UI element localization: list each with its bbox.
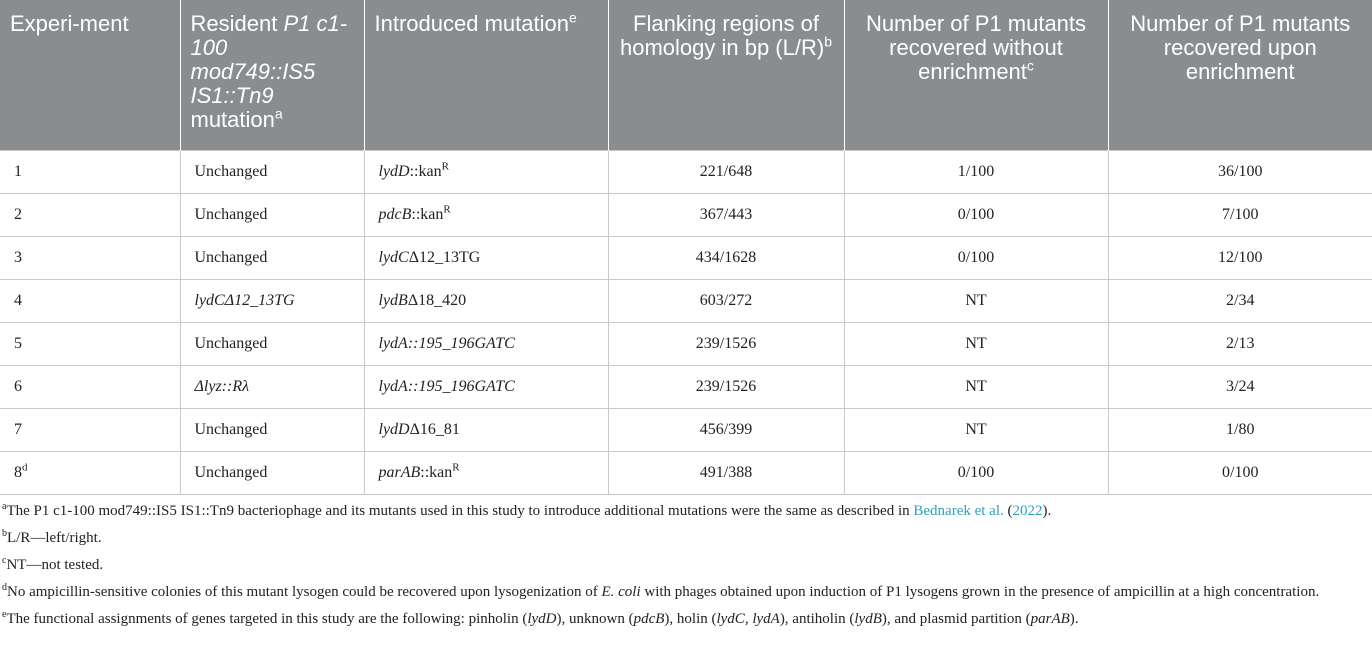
introduced-mutation-cell: parAB::kan$^R$: [364, 451, 608, 494]
introduced-mutation-cell: lydA::195_196GATC: [364, 322, 608, 365]
introduced-mutation-cell: lydDΔ16_81: [364, 408, 608, 451]
upon-enrichment-cell: 12/100: [1108, 236, 1372, 279]
experiment-cell: 5: [0, 322, 180, 365]
flanking-cell: 603/272: [608, 279, 844, 322]
header-resident-mutation: Resident P1 c1-100 mod749::IS5 IS1::Tn9 mutation$^a$: [180, 0, 364, 150]
header-experiment: Experi-ment: [0, 0, 180, 150]
upon-enrichment-cell: 2/34: [1108, 279, 1372, 322]
introduced-mutation-cell: lydCΔ12_13TG: [364, 236, 608, 279]
without-enrichment-cell: 0/100: [844, 193, 1108, 236]
without-enrichment-cell: NT: [844, 322, 1108, 365]
footnote-c: $^c$NT—not tested.: [2, 554, 104, 573]
experiment-cell: 1: [0, 150, 180, 193]
citation-year-link[interactable]: 2022: [1012, 502, 1043, 519]
flanking-cell: 456/399: [608, 408, 844, 451]
resident-mutation-cell: Δlyz::Rλ: [180, 365, 364, 408]
header-row: [0, 0, 1372, 150]
introduced-mutation-cell: lydD::kan$^R$: [364, 150, 608, 193]
upon-enrichment-cell: 0/100: [1108, 451, 1372, 494]
table-row: [0, 279, 1372, 322]
resident-mutation-cell: Unchanged: [180, 451, 364, 494]
experiment-cell: 8$^d$: [0, 451, 180, 494]
footnotes: [0, 495, 1372, 630]
header-without-enrichment: Number of P1 mutants recovered without enrichment$^c$: [844, 0, 1108, 150]
resident-mutation-cell: Unchanged: [180, 193, 364, 236]
experiment-cell: 7: [0, 408, 180, 451]
table-row: [0, 408, 1372, 451]
experiment-cell: 3: [0, 236, 180, 279]
experiment-cell: 2: [0, 193, 180, 236]
flanking-cell: 239/1526: [608, 322, 844, 365]
upon-enrichment-cell: 2/13: [1108, 322, 1372, 365]
footnote-d: $^d$No ampicillin-sensitive colonies of this mutant lysogen could be recovered upon lysogenization of E. coli with phages obtained upon induction of P1 lysogens grown in the presence of ampicillin at a high concentration.: [2, 581, 1320, 600]
flanking-cell: 367/443: [608, 193, 844, 236]
flanking-cell: 239/1526: [608, 365, 844, 408]
header-flanking-regions: Flanking regions of homology in bp $(L/R)^b$: [608, 0, 844, 150]
footnote-e: $^e$The functional assignments of genes targeted in this study are the following: pinholin (lydD), unknown (pdcB), holin (lydC, lydA), antiholin (lydB), and plasmid partition (parAB).: [2, 608, 1079, 627]
without-enrichment-cell: NT: [844, 365, 1108, 408]
citation-link[interactable]: Bednarek et al.: [913, 502, 1004, 519]
upon-enrichment-cell: 7/100: [1108, 193, 1372, 236]
upon-enrichment-cell: 1/80: [1108, 408, 1372, 451]
without-enrichment-cell: 0/100: [844, 236, 1108, 279]
introduced-mutation-cell: lydA::195_196GATC: [364, 365, 608, 408]
experiment-cell: 6: [0, 365, 180, 408]
header-upon-enrichment: Number of P1 mutants recovered upon enrichment: [1108, 0, 1372, 150]
resident-mutation-cell: Unchanged: [180, 322, 364, 365]
without-enrichment-cell: NT: [844, 279, 1108, 322]
resident-mutation-cell: Unchanged: [180, 150, 364, 193]
table-row: [0, 322, 1372, 365]
footnote-a: $^a$The P1 c1-100 mod749::IS5 IS1::Tn9 bacteriophage and its mutants used in this study to introduce additional mutations were the same as described in Bednarek et al. (2022).: [2, 500, 1052, 519]
without-enrichment-cell: 0/100: [844, 451, 1108, 494]
resident-mutation-cell: Unchanged: [180, 236, 364, 279]
experiment-cell: 4: [0, 279, 180, 322]
table-row: [0, 193, 1372, 236]
table-row: [0, 365, 1372, 408]
introduced-mutation-cell: lydBΔ18_420: [364, 279, 608, 322]
resident-mutation-cell: Unchanged: [180, 408, 364, 451]
flanking-cell: 434/1628: [608, 236, 844, 279]
upon-enrichment-cell: 3/24: [1108, 365, 1372, 408]
footnote-b: $^b$L/R—left/right.: [2, 527, 102, 546]
flanking-cell: 491/388: [608, 451, 844, 494]
without-enrichment-cell: 1/100: [844, 150, 1108, 193]
upon-enrichment-cell: 36/100: [1108, 150, 1372, 193]
table-row: [0, 236, 1372, 279]
resident-mutation-cell: lydCΔ12_13TG: [180, 279, 364, 322]
table-row: [0, 451, 1372, 494]
table-row: [0, 150, 1372, 193]
without-enrichment-cell: NT: [844, 408, 1108, 451]
flanking-cell: 221/648: [608, 150, 844, 193]
header-introduced-mutation: Introduced mutation$^e$: [364, 0, 608, 150]
introduced-mutation-cell: pdcB::kan$^R$: [364, 193, 608, 236]
